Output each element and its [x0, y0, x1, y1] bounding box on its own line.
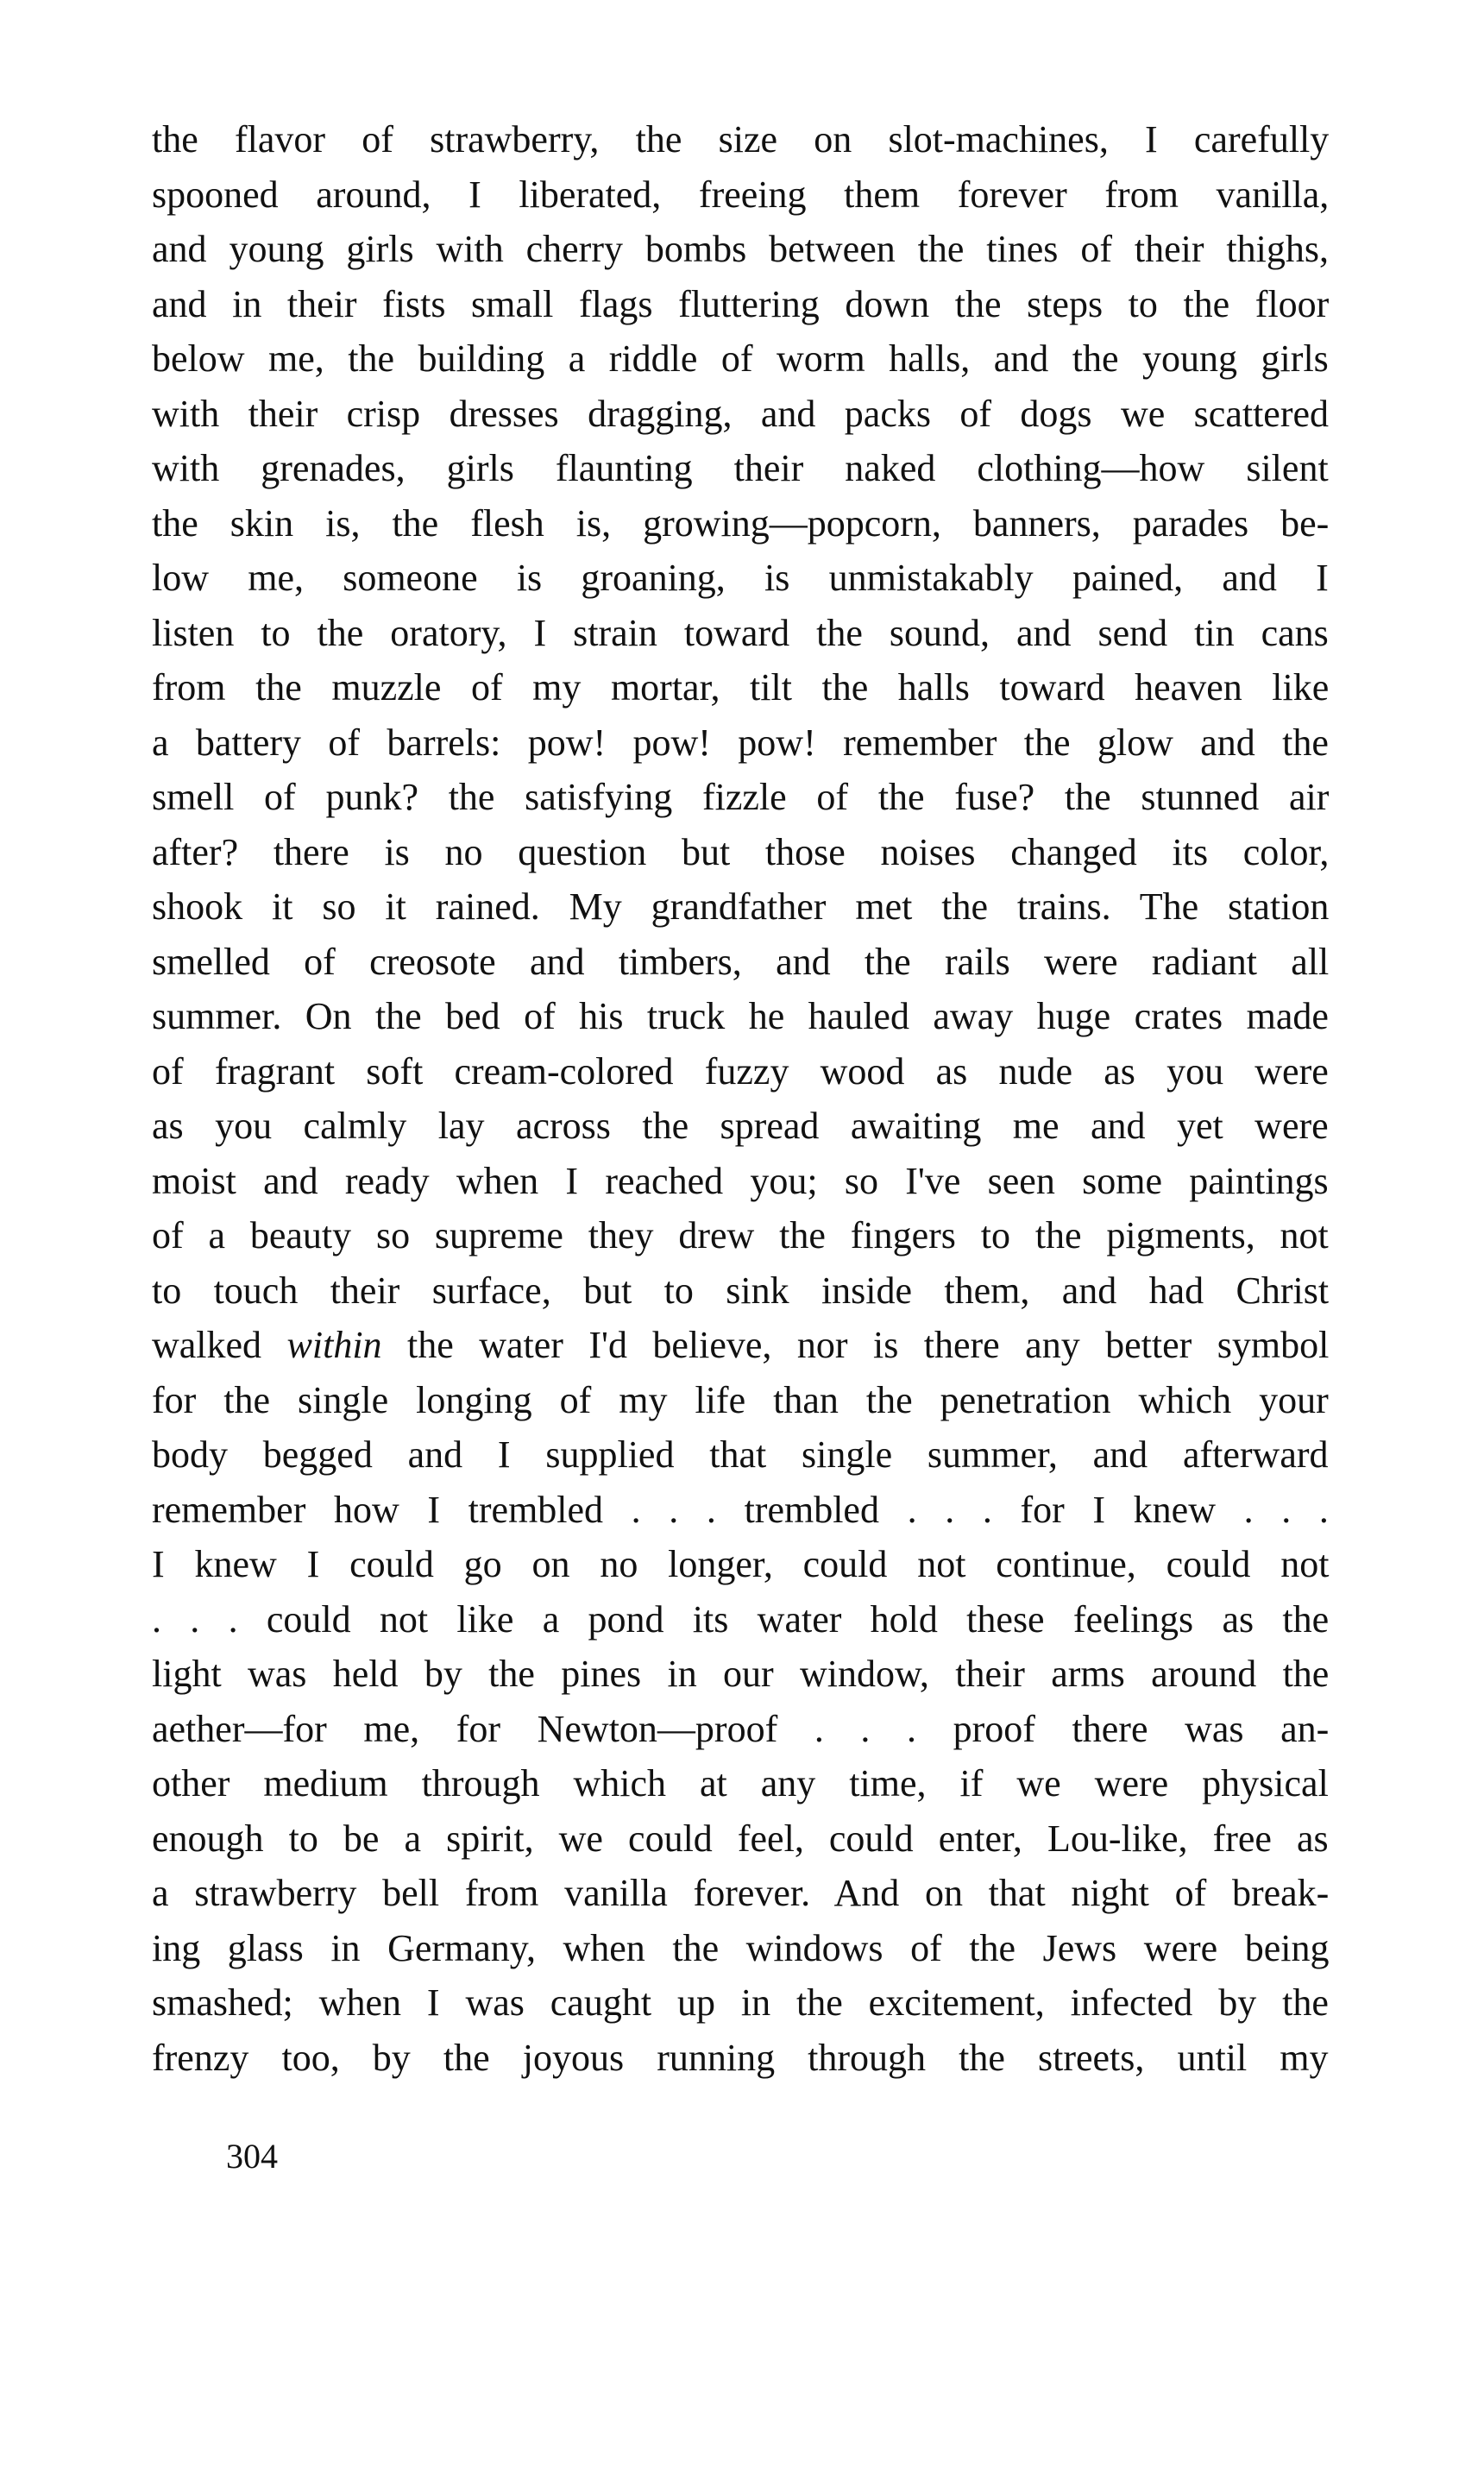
- text-line: [152, 331, 1329, 387]
- text-line: [152, 715, 1329, 771]
- text-segment: low me, someone is groaning, is unmistakably pained, and I: [152, 557, 1329, 599]
- text-segment: ing glass in Germany, when the windows of the Jews were being: [152, 1926, 1330, 1969]
- text-segment: smell of punk? the satisfying fizzle of the fuse? the stunned air: [152, 776, 1330, 818]
- text-segment: to touch their surface, but to sink inside them, and had Christ: [152, 1269, 1330, 1312]
- text-line: [152, 551, 1329, 606]
- text-line: [152, 1044, 1329, 1099]
- text-line: [152, 1756, 1329, 1811]
- text-line: [152, 606, 1329, 661]
- text-line: [152, 1647, 1329, 1702]
- text-segment: remember how I trembled . . . trembled . . . for I knew . . .: [152, 1488, 1329, 1531]
- text-line: [152, 441, 1329, 496]
- text-line: [152, 1208, 1329, 1263]
- text-line: [152, 1921, 1329, 1976]
- text-segment: the skin is, the flesh is, growing—popcorn, banners, parades be-: [152, 501, 1330, 545]
- text-segment: a battery of barrels: pow! pow! pow! remember the glow and the: [152, 721, 1329, 764]
- text-segment: for the single longing of my life than the penetration which your: [152, 1378, 1329, 1421]
- text-line: [152, 222, 1329, 277]
- text-segment: other medium through which at any time, if we were physical: [152, 1762, 1329, 1805]
- text-line: [152, 496, 1329, 551]
- text-line: [152, 277, 1329, 332]
- text-line: [152, 112, 1329, 167]
- text-segment: from the muzzle of my mortar, tilt the halls toward heaven like: [152, 666, 1330, 709]
- text-segment: light was held by the pines in our window, their arms around the: [152, 1653, 1330, 1695]
- text-line: [152, 989, 1329, 1044]
- page-number: 304: [226, 2137, 278, 2176]
- text-segment: summer. On the bed of his truck he hauled away huge crates made: [152, 995, 1329, 1037]
- text-line: [152, 1373, 1329, 1428]
- text-segment: and young girls with cherry bombs between the tines of their thighs,: [152, 228, 1329, 270]
- text-line: [152, 167, 1329, 223]
- text-segment: with their crisp dresses dragging, and packs of dogs we scattered: [152, 392, 1330, 435]
- text-line: [152, 660, 1329, 715]
- text-segment: walked: [152, 1324, 287, 1366]
- text-segment: smelled of creosote and timbers, and the rails were radiant all: [152, 940, 1330, 983]
- text-segment: the water I'd believe, nor is there any better symbol: [381, 1324, 1330, 1366]
- text-segment: listen to the oratory, I strain toward the sound, and send tin cans: [152, 611, 1329, 654]
- text-segment: below me, the building a riddle of worm halls, and the young girls: [152, 337, 1329, 380]
- italic-word: within: [286, 1324, 382, 1366]
- text-line: [152, 825, 1329, 880]
- text-line: [152, 2031, 1329, 2086]
- text-segment: aether—for me, for Newton—proof . . . proof there was an-: [152, 1707, 1330, 1750]
- text-line: [152, 770, 1329, 825]
- text-line: [152, 1975, 1329, 2031]
- text-line: [152, 935, 1329, 990]
- text-line: [152, 1592, 1329, 1647]
- text-segment: body begged and I supplied that single summer, and afterward: [152, 1433, 1329, 1476]
- text-line: [152, 1702, 1329, 1757]
- text-segment: smashed; when I was caught up in the excitement, infected by the: [152, 1981, 1329, 2024]
- body-text: [152, 112, 1329, 2085]
- text-line: [152, 387, 1329, 442]
- text-line: [152, 1427, 1329, 1483]
- text-segment: after? there is no question but those noises changed its color,: [152, 830, 1330, 873]
- text-line: [152, 1318, 1329, 1373]
- text-line: [152, 879, 1329, 935]
- text-segment: . . . could not like a pond its water hold these feelings as the: [152, 1597, 1330, 1641]
- text-line: [152, 1263, 1329, 1319]
- text-segment: frenzy too, by the joyous running through the streets, until my: [152, 2036, 1329, 2079]
- text-line: [152, 1811, 1329, 1867]
- text-segment: spooned around, I liberated, freeing them forever from vanilla,: [152, 173, 1330, 216]
- text-segment: a strawberry bell from vanilla forever. And on that night of break-: [152, 1872, 1330, 1914]
- text-segment: and in their fists small flags fluttering down the steps to the floor: [152, 282, 1330, 325]
- text-segment: the flavor of strawberry, the size on slot-machines, I carefully: [152, 118, 1330, 161]
- text-segment: moist and ready when I reached you; so I've seen some paintings: [152, 1159, 1329, 1202]
- text-line: [152, 1537, 1329, 1592]
- text-segment: as you calmly lay across the spread awaiting me and yet were: [152, 1105, 1329, 1147]
- text-segment: shook it so it rained. My grandfather met the trains. The station: [152, 885, 1330, 928]
- text-line: [152, 1483, 1329, 1538]
- text-segment: with grenades, girls flaunting their naked clothing—how silent: [152, 447, 1329, 489]
- text-segment: of a beauty so supreme they drew the fingers to the pigments, not: [152, 1214, 1329, 1257]
- text-line: [152, 1099, 1329, 1154]
- text-segment: I knew I could go on no longer, could not continue, could not: [152, 1543, 1330, 1585]
- text-line: [152, 1154, 1329, 1209]
- text-segment: enough to be a spirit, we could feel, could enter, Lou-like, free as: [152, 1817, 1329, 1860]
- text-segment: of fragrant soft cream-colored fuzzy wood as nude as you were: [152, 1049, 1329, 1093]
- text-line: [152, 1866, 1329, 1921]
